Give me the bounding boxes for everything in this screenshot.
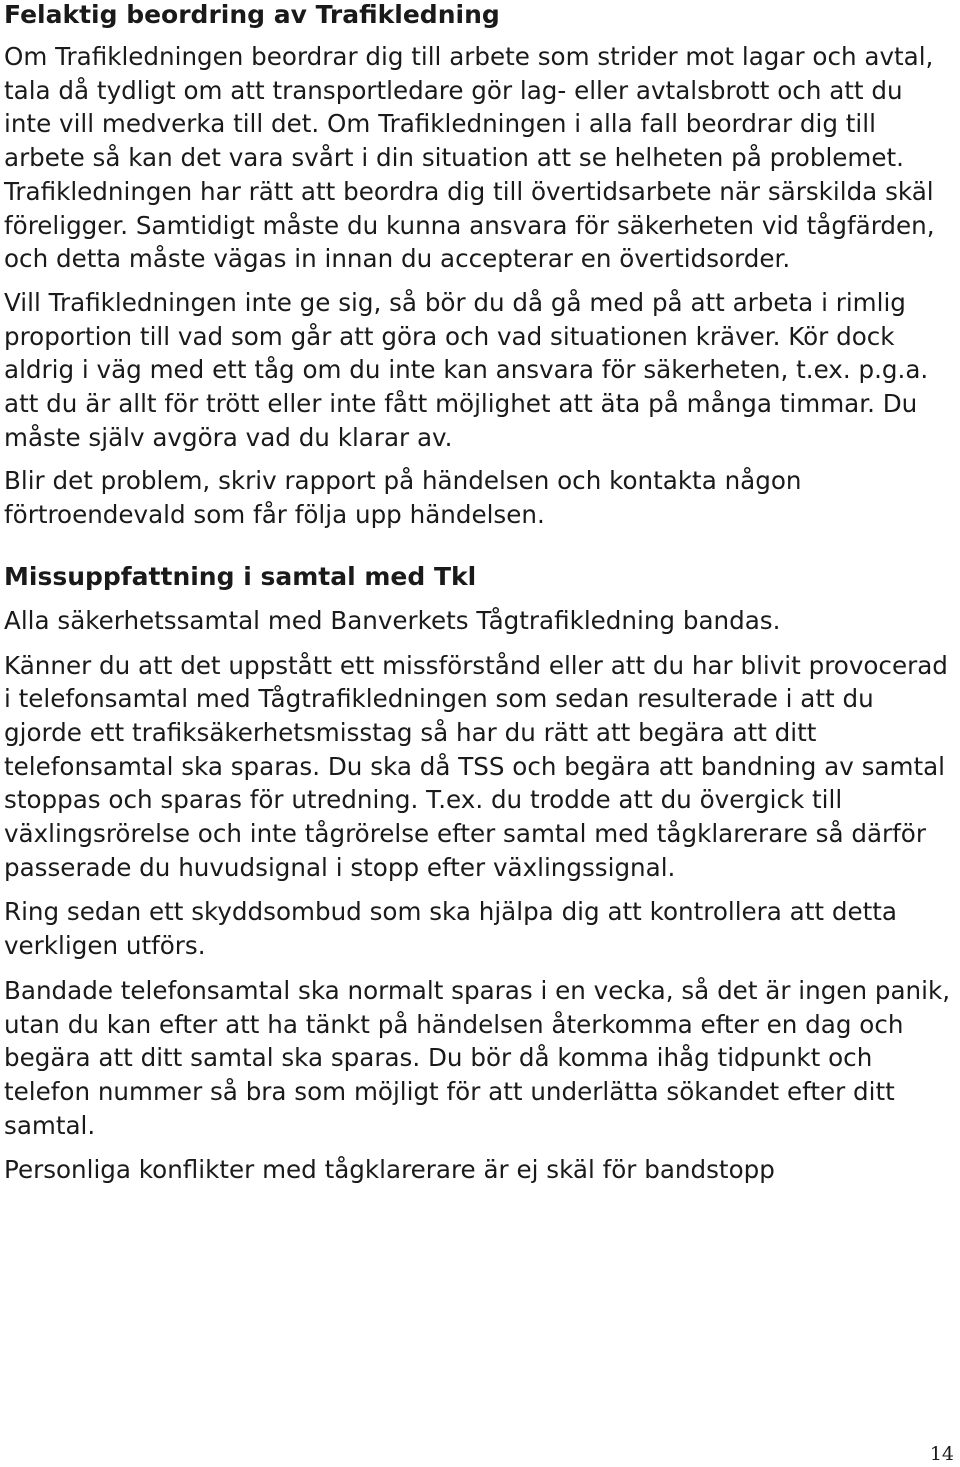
section-felaktig-beordring bbox=[4, 0, 956, 532]
section-heading: Felaktig beordring av Trafikledning bbox=[4, 0, 500, 29]
paragraph: Bandade telefonsamtal ska normalt sparas i en vecka, så det är ingen panik, utan du kan efter att ha tänkt på händelsen återkomma efter en dag och begära att ditt samtal ska sparas. Du bör då komma ihåg tidpunkt och telefon nummer så bra som möjligt för att underlätta sökandet efter ditt samtal. bbox=[4, 975, 951, 1140]
paragraph: Vill Trafikledningen inte ge sig, så bör du då gå med på att arbeta i rimlig proportion till vad som går att göra och vad situationen kräver. Kör dock aldrig i väg med ett tåg om du inte kan ansvara för säkerheten, t.ex. p.g.a. att du är allt för trött eller inte fått möjlighet att äta på många timmar. Du måste själv avgöra vad du klarar av. bbox=[4, 287, 929, 452]
paragraph: Ring sedan ett skyddsombud som ska hjälpa dig att kontrollera att detta verkligen utförs. bbox=[4, 897, 897, 961]
page-number: 14 bbox=[929, 1443, 954, 1465]
paragraph: Alla säkerhetssamtal med Banverkets Tågtrafikledning bandas. bbox=[4, 605, 781, 635]
paragraph: Känner du att det uppstått ett missförstånd eller att du har blivit provocerad i telefonsamtal med Tågtrafikledningen som sedan resulterade i att du gjorde ett trafiksäkerhetsmisstag så har du rätt att begära att ditt telefonsamtal ska sparas. Du ska då TSS och begära att bandning av samtal stoppas och sparas för utredning. T.ex. du trodde att du övergick till växlingsrörelse och inte tågrörelse efter samtal med tågklarerare så därför passerade du huvudsignal i stopp efter växlingssignal. bbox=[4, 650, 948, 882]
paragraph: Blir det problem, skriv rapport på händelsen och kontakta någon förtroendevald som får följa upp händelsen. bbox=[4, 466, 802, 530]
paragraph: Personliga konflikter med tågklarerare är ej skäl för bandstopp bbox=[4, 1155, 775, 1185]
section-heading: Missuppfattning i samtal med Tkl bbox=[4, 561, 477, 591]
document-page bbox=[4, 0, 956, 1187]
paragraph: Om Trafikledningen beordrar dig till arbete som strider mot lagar och avtal, tala då tydligt om att transportledare gör lag- eller avtalsbrott och att du inte vill medverka till det. Om Trafikledningen i alla fall beordrar dig till arbete så kan det vara svårt i din situation att se helheten på problemet. Trafikledningen har rätt att beordra dig till övertidsarbete när särskilda skäl föreligger. Samtidigt måste du kunna ansvara för säkerheten vid tågfärden, och detta måste vägas in innan du accepterar en övertidsorder. bbox=[4, 42, 935, 274]
section-missuppfattning bbox=[4, 562, 956, 1187]
